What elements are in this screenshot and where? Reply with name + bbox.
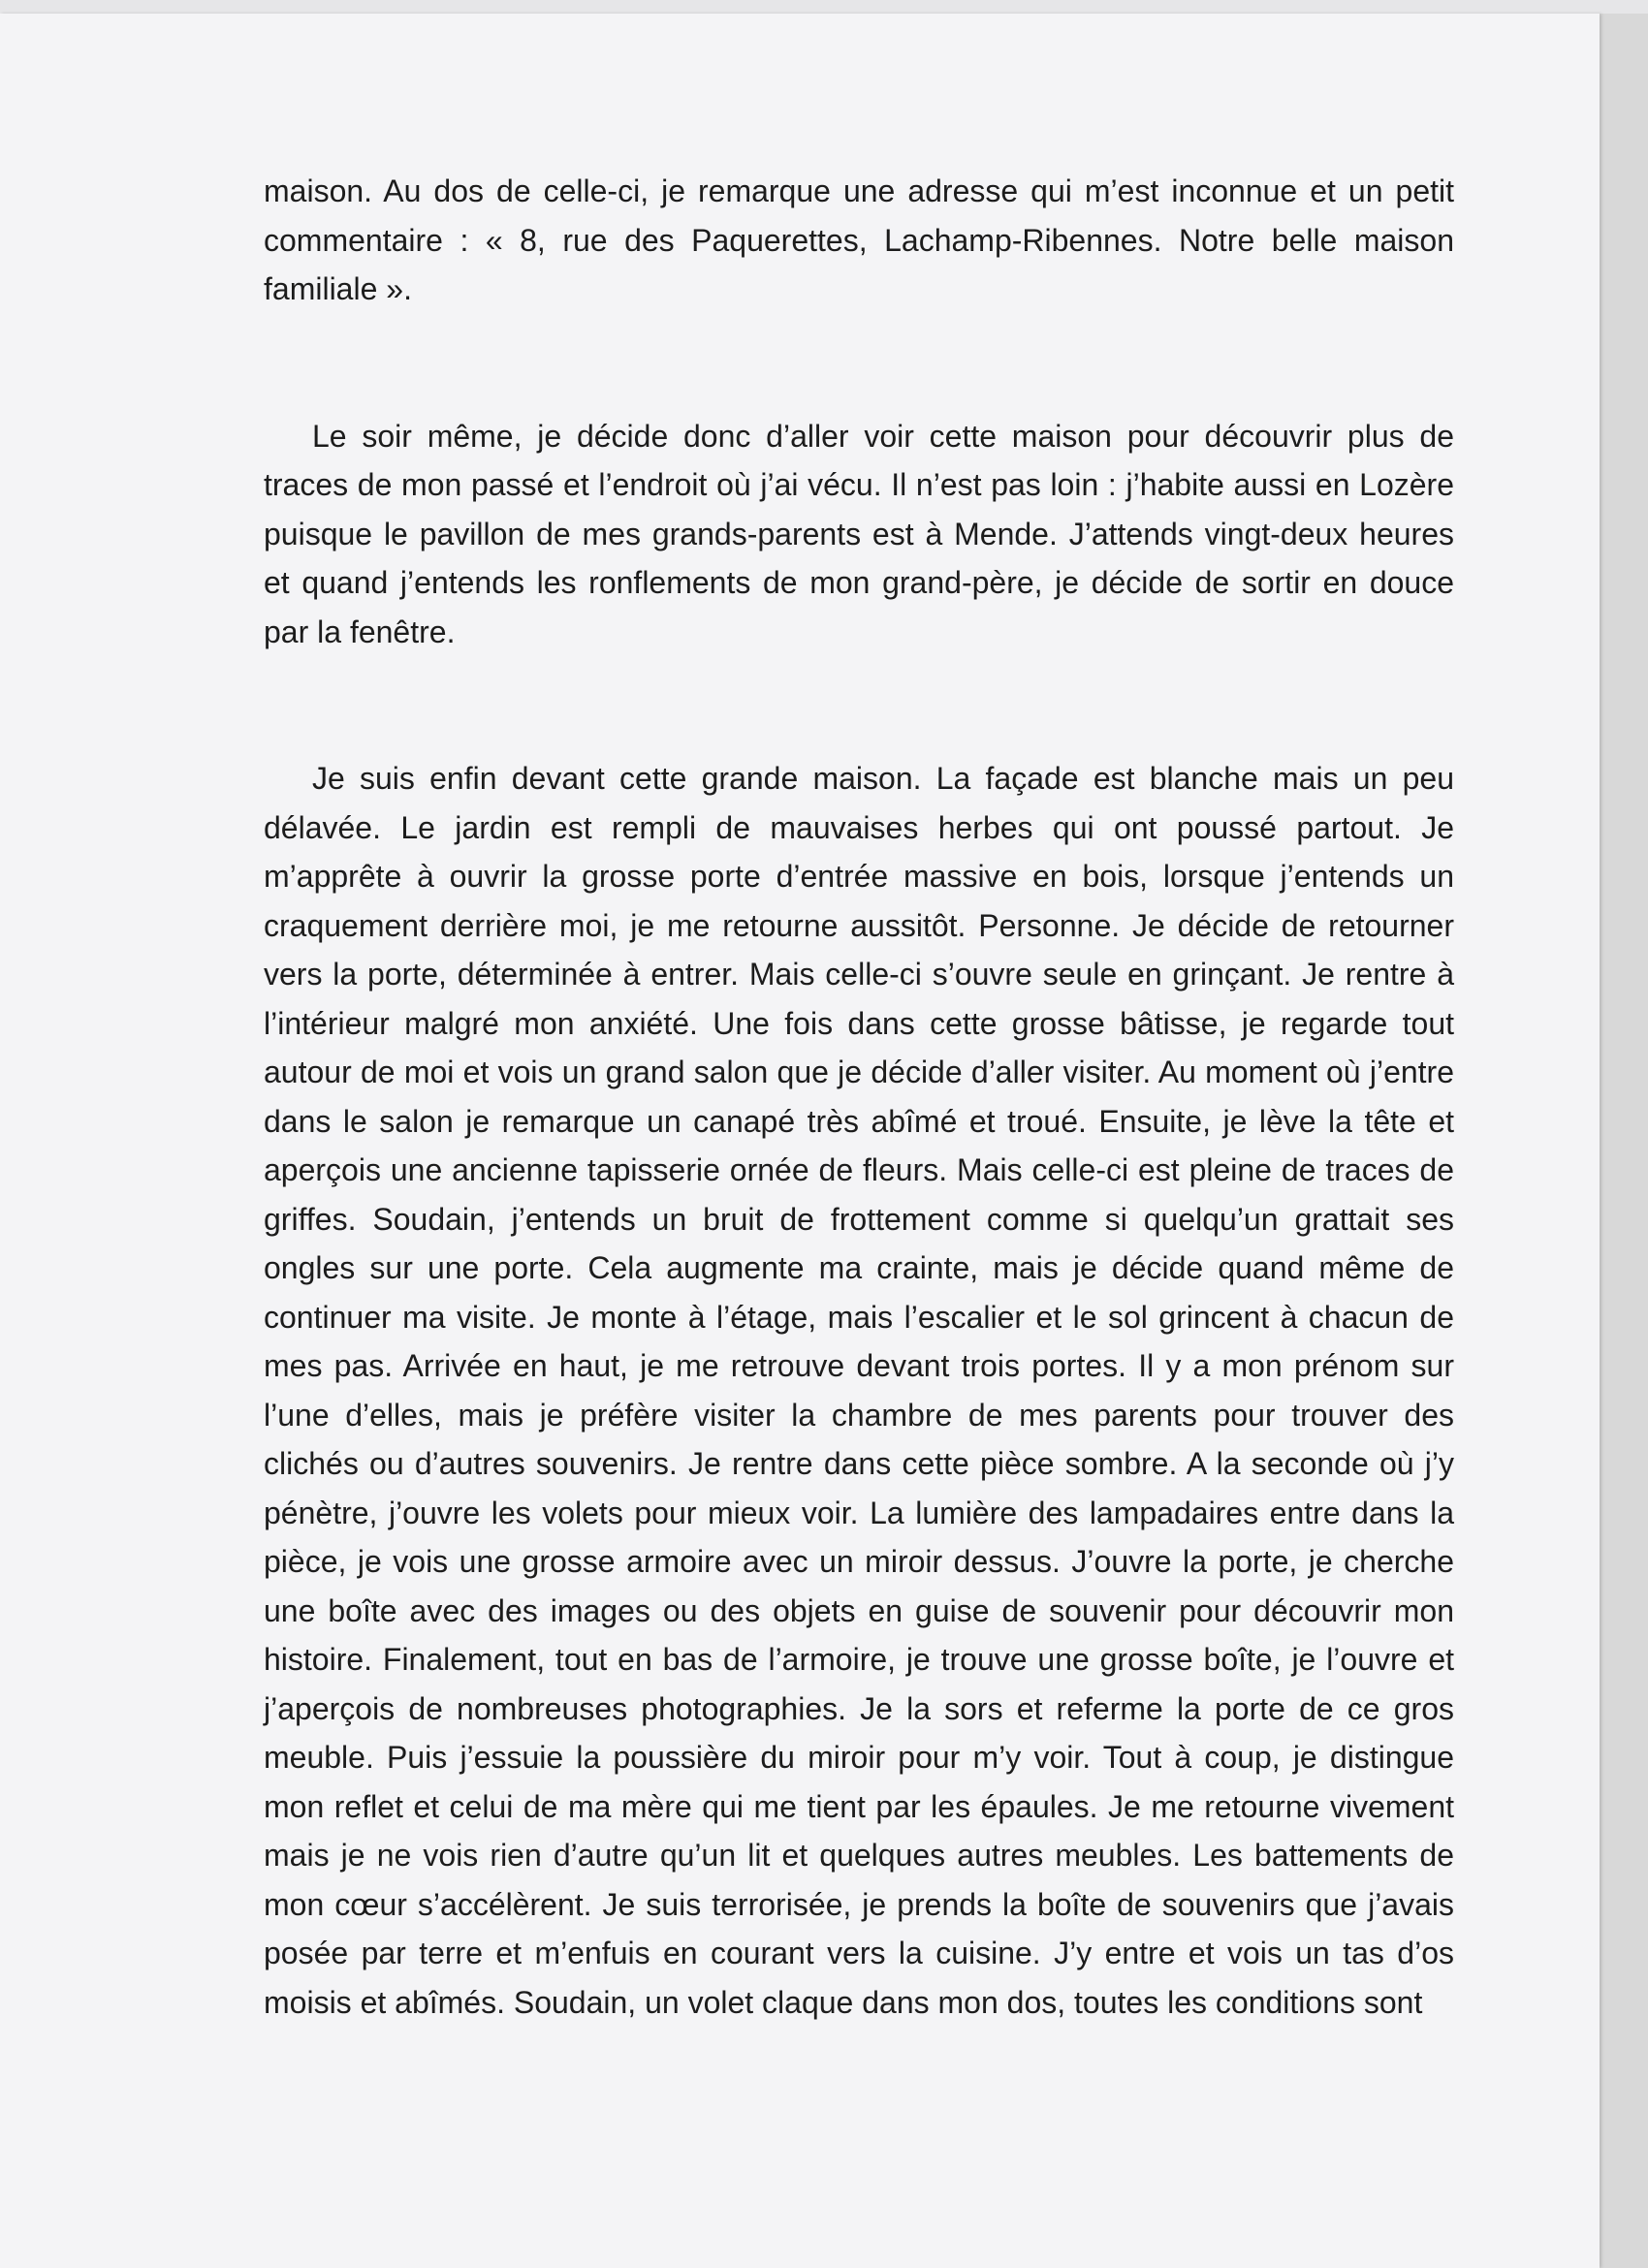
paragraph-1: maison. Au dos de celle-ci, je remarque une adresse qui m’est inconnue et un petit commentaire : « 8, rue des Paquerettes, Lachamp-Ribennes. Notre belle maison familiale ».	[264, 173, 1454, 306]
document-body	[264, 167, 1454, 2027]
paragraph-2: Le soir même, je décide donc d’aller voir cette maison pour découvrir plus de traces de mon passé et l’endroit où j’ai vécu. Il n’est pas loin : j’habite aussi en Lozère puisque le pavillon de mes grands-parents est à Mende. J’attends vingt-deux heures et quand j’entends les ronflements de mon grand-père, je décide de sortir en douce par la fenêtre.	[264, 418, 1454, 649]
paragraph-3: Je suis enfin devant cette grande maison. La façade est blanche mais un peu délavée. Le jardin est rempli de mauvaises herbes qui ont poussé partout. Je m’apprête à ouvrir la grosse porte d’entrée massive en bois, lorsque j’entends un craquement derrière moi, je me retourne aussitôt. Personne. Je décide de retourner vers la porte, déterminée à entrer. Mais celle-ci s’ouvre seule en grinçant. Je rentre à l’intérieur malgré mon anxiété. Une fois dans cette grosse bâtisse, je regarde tout autour de moi et vois un grand salon que je décide d’aller visiter. Au moment où j’entre dans le salon je remarque un canapé très abîmé et troué. Ensuite, je lève la tête et aperçois une ancienne tapisserie ornée de fleurs. Mais celle-ci est pleine de traces de griffes. Soudain, j’entends un bruit de frottement comme si quelqu’un grattait ses ongles sur une porte. Cela augmente ma crainte, mais je décide quand même de continuer ma visite. Je monte à l’étage, mais l’escalier et le sol grincent à chacun de mes pas. Arrivée en haut, je me retrouve devant trois portes. Il y a mon prénom sur l’une d’elles, mais je préfère visiter la chambre de mes parents pour trouver des clichés ou d’autres souvenirs. Je rentre dans cette pièce sombre. A la seconde où j’y pénètre, j’ouvre les volets pour mieux voir. La lumière des lampadaires entre dans la pièce, je vois une grosse armoire avec un miroir dessus. J’ouvre la porte, je cherche une boîte avec des images ou des objets en guise de souvenir pour découvrir mon histoire. Finalement, tout en bas de l’armoire, je trouve une grosse boîte, je l’ouvre et j’aperçois de nombreuses photographies. Je la sors et referme la porte de ce gros meuble. Puis j’essuie la poussière du miroir pour m’y voir. Tout à coup, je distingue mon reflet et celui de ma mère qui me tient par les épaules. Je me retourne vivement mais je ne vois rien d’autre qu’un lit et quelques autres meubles. Les battements de mon cœur s’accélèrent. Je suis terrorisée, je prends la boîte de souvenirs que j’avais posée par terre et m’enfuis en courant vers la cuisine. J’y entre et vois un tas d’os moisis et abîmés. Soudain, un volet claque dans mon dos, toutes les conditions sont	[264, 761, 1454, 2020]
scan-border	[0, 0, 1648, 14]
